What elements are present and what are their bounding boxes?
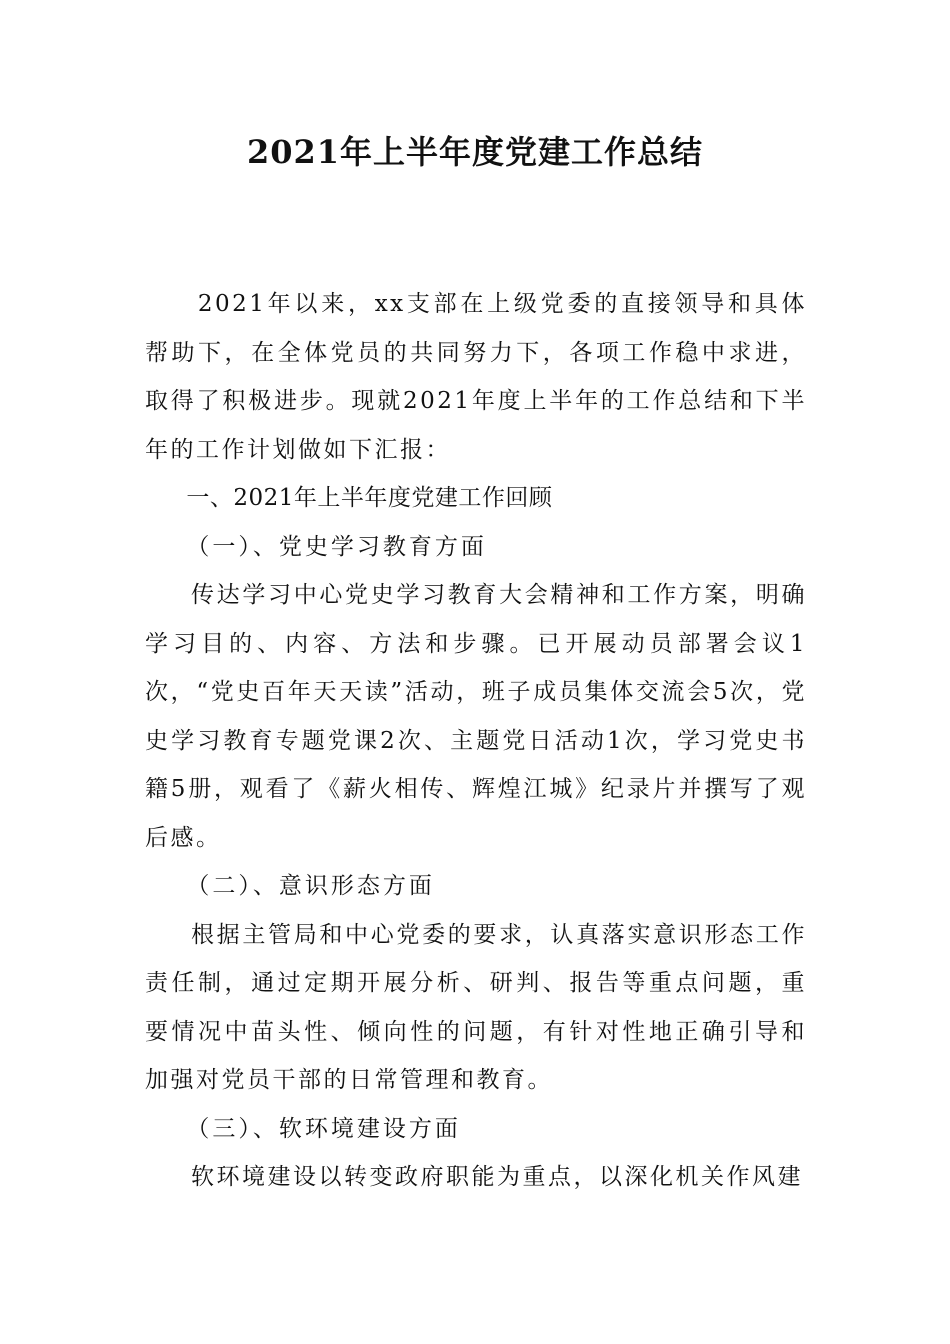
intro-paragraph: 2021年以来，xx支部在上级党委的直接领导和具体帮助下，在全体党员的共同努力下，各项工作稳中求进，取得了积极进步。现就2021年度上半年的工作总结和下半年的工作计划做如下汇报： (145, 291, 807, 463)
subsection-heading-soft-environment: （三）、软环境建设方面 (186, 1115, 461, 1142)
subsection-heading-party-history: （一）、党史学习教育方面 (186, 533, 487, 560)
party-history-paragraph: 传达学习中心党史学习教育大会精神和工作方案，明确学习目的、内容、方法和步骤。已开展动员部署会议1次，“党史百年天天读”活动，班子成员集体交流会5次，党史学习教育专题党课2次、主题党日活动1次，学习党史书籍5册，观看了《薪火相传、辉煌江城》纪录片并撰写了观后感。 (145, 582, 807, 851)
subsection-heading-ideology: （二）、意识形态方面 (186, 873, 435, 899)
document-body (145, 280, 807, 1202)
ideology-paragraph: 根据主管局和中心党委的要求，认真落实意识形态工作责任制，通过定期开展分析、研判、报告等重点问题，重要情况中苗头性、倾向性的问题，有针对性地正确引导和加强对党员干部的日常管理和教育。 (145, 921, 807, 1093)
document-title: 2021年上半年度党建工作总结 (246, 133, 704, 171)
soft-environment-paragraph: 软环境建设以转变政府职能为重点，以深化机关作风建 (191, 1164, 803, 1190)
section-heading-review: 一、2021年上半年度党建工作回顾 (186, 485, 553, 511)
